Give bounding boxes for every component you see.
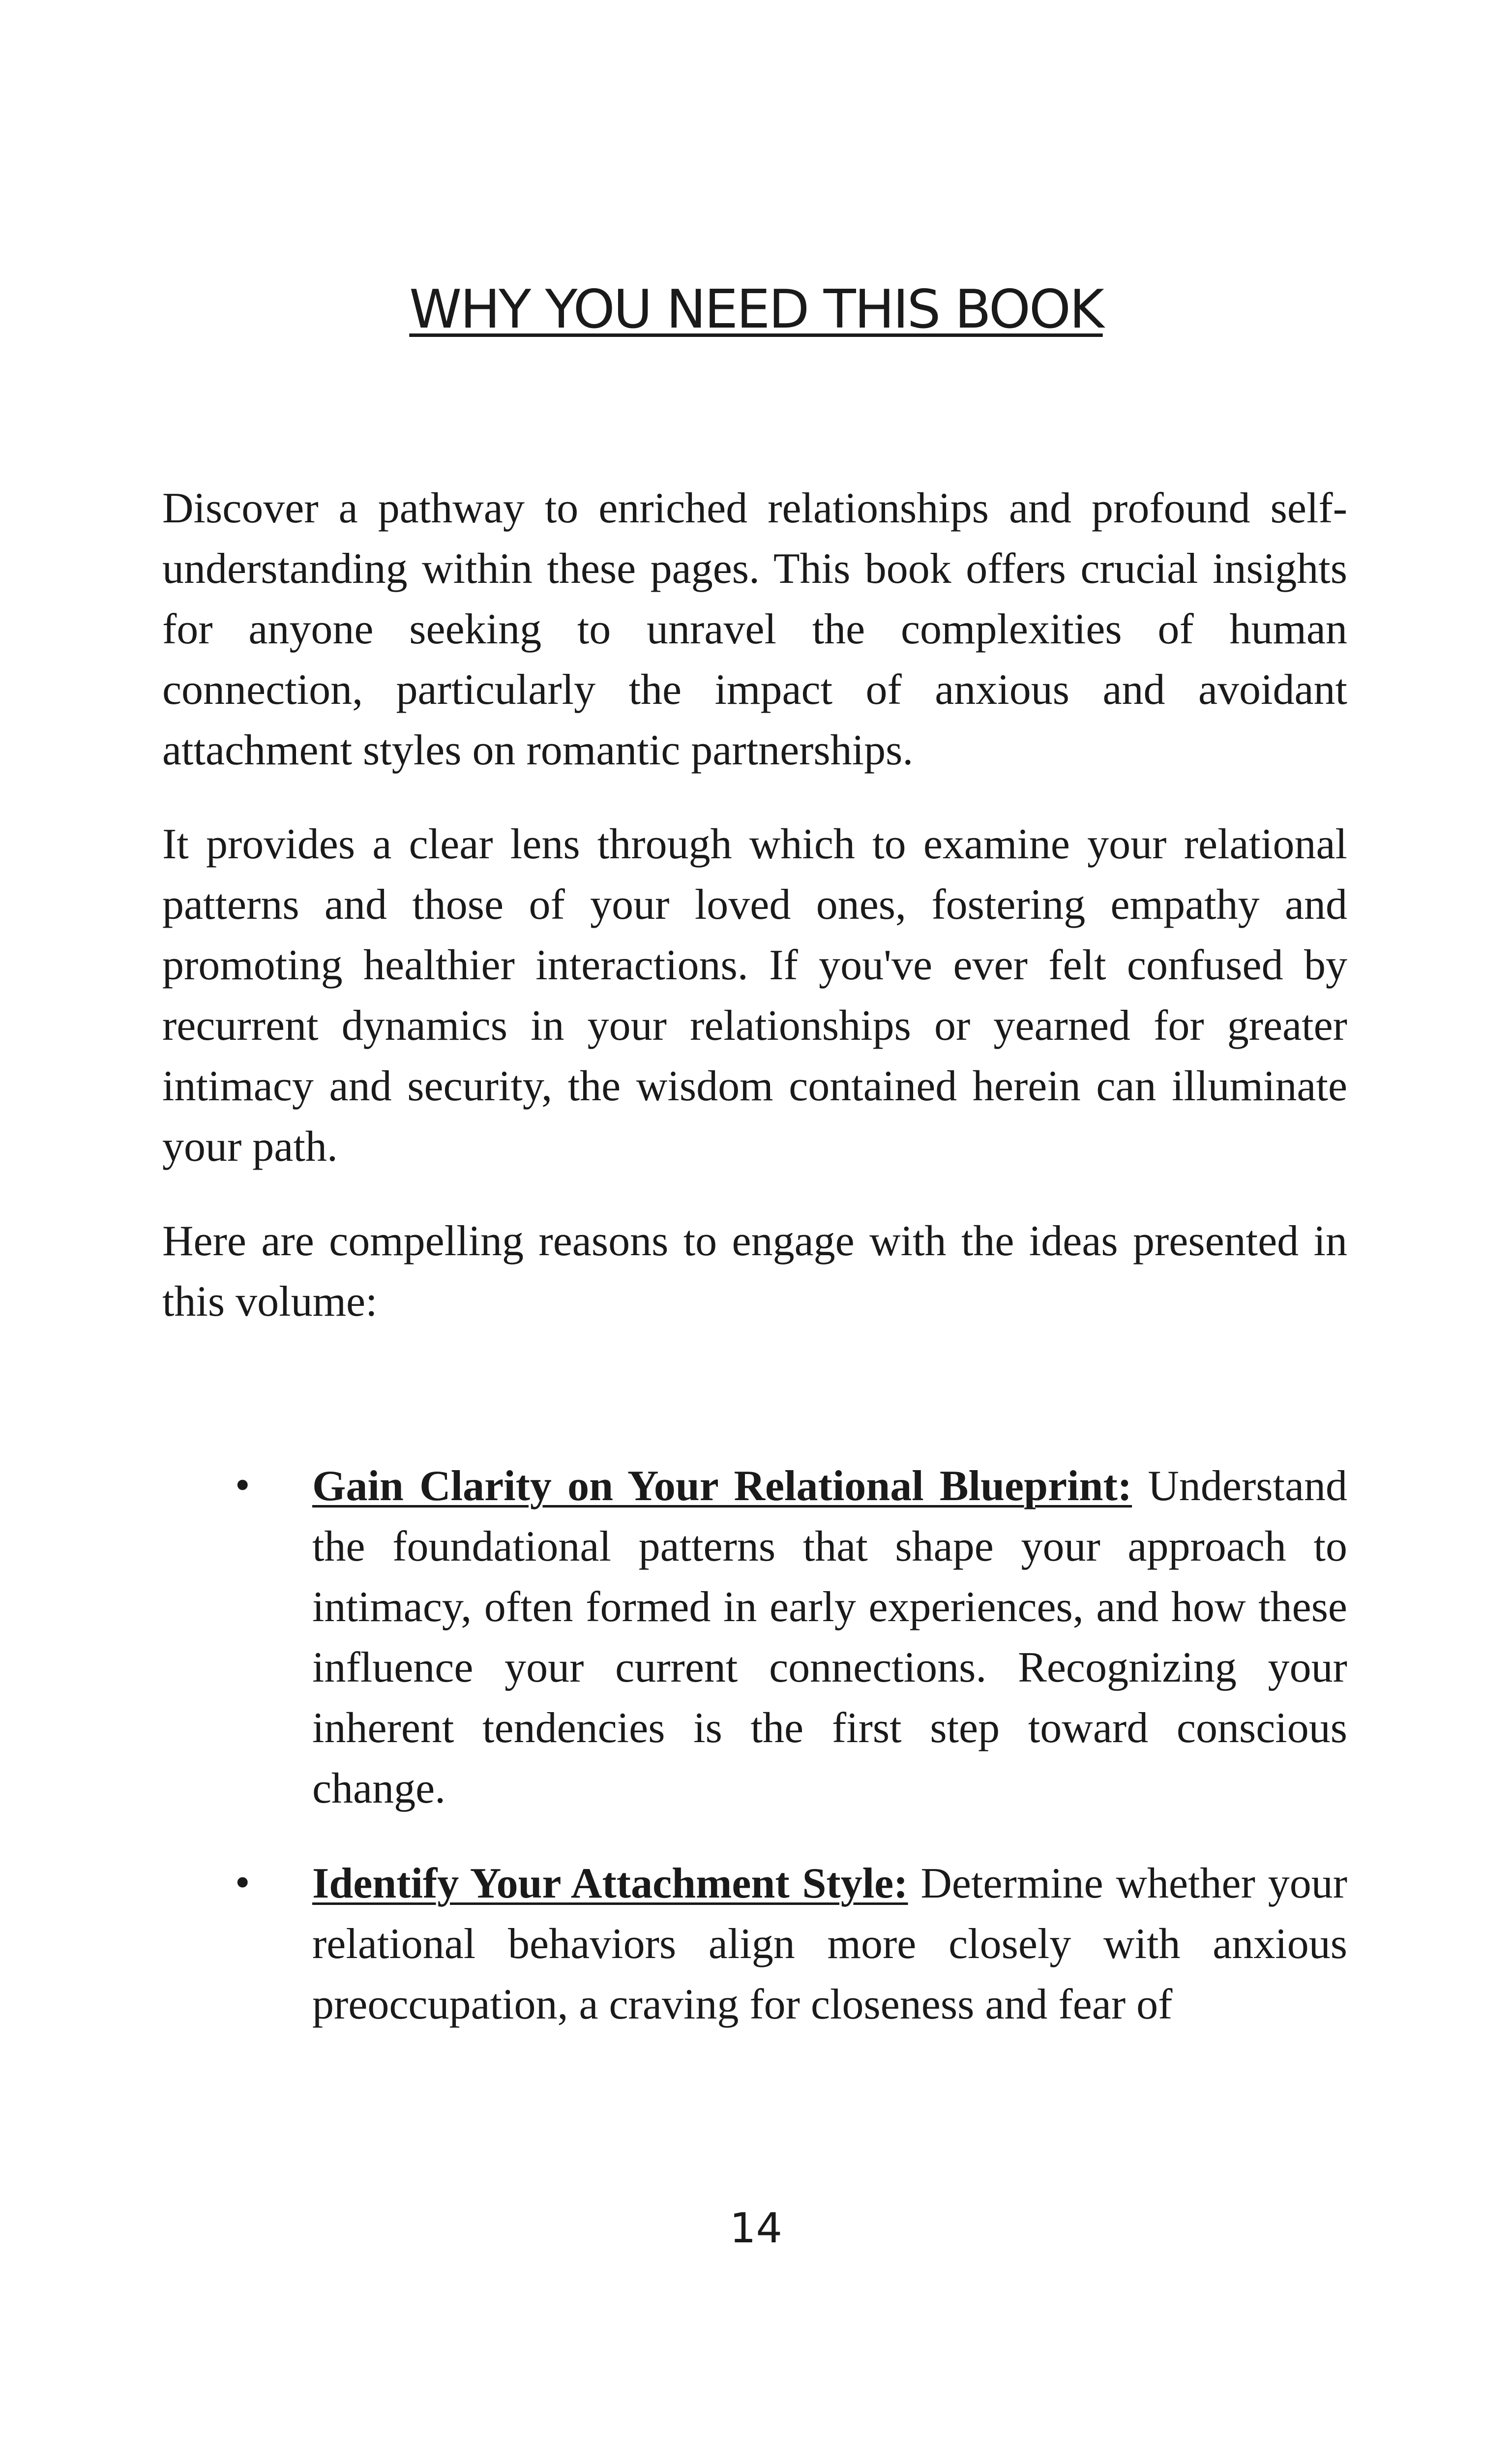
bullet-heading: Identify Your Attachment Style: [312,1860,908,1907]
page-title [0,278,1512,342]
bullet-heading: Gain Clarity on Your Relational Blueprint: [312,1462,1132,1510]
bullet-icon: • [232,1465,253,1507]
list-item [162,1853,1347,2035]
page-title-text: WHY YOU NEED THIS BOOK [409,279,1103,340]
reasons-intro-paragraph: Here are compelling reasons to engage with the ideas presented in this volume: [162,1217,1347,1326]
bullet-icon: • [232,1863,253,1904]
intro-paragraph: Discover a pathway to enriched relationships and profound self-understanding within these pages. This book offers crucial insights for anyone seeking to unravel the complexities of human connection, particularly the impact of anxious and avoidant attachment styles on romantic partnerships. [162,484,1347,774]
list-item [162,1456,1347,1819]
bullet-text: Understand the foundational patterns that shape your approach to intimacy, often formed in early experiences, and how these influence your current connections. Recognizing your inherent tendencies is the first step toward conscious change. [312,1462,1348,1812]
lens-paragraph: It provides a clear lens through which to examine your relational patterns and those of your loved ones, fostering empathy and promoting healthier interactions. If you've ever felt confused by recurrent dynamics in your relationships or yearned for greater intimacy and security, the wisdom contained herein can illuminate your path. [162,820,1347,1171]
reasons-list [162,1456,1347,2035]
bullet-text: Determine whether your relational behaviors align more closely with anxious preoccupation, a craving for closeness and fear of [312,1860,1348,2028]
page-number: 14 [730,2204,782,2252]
